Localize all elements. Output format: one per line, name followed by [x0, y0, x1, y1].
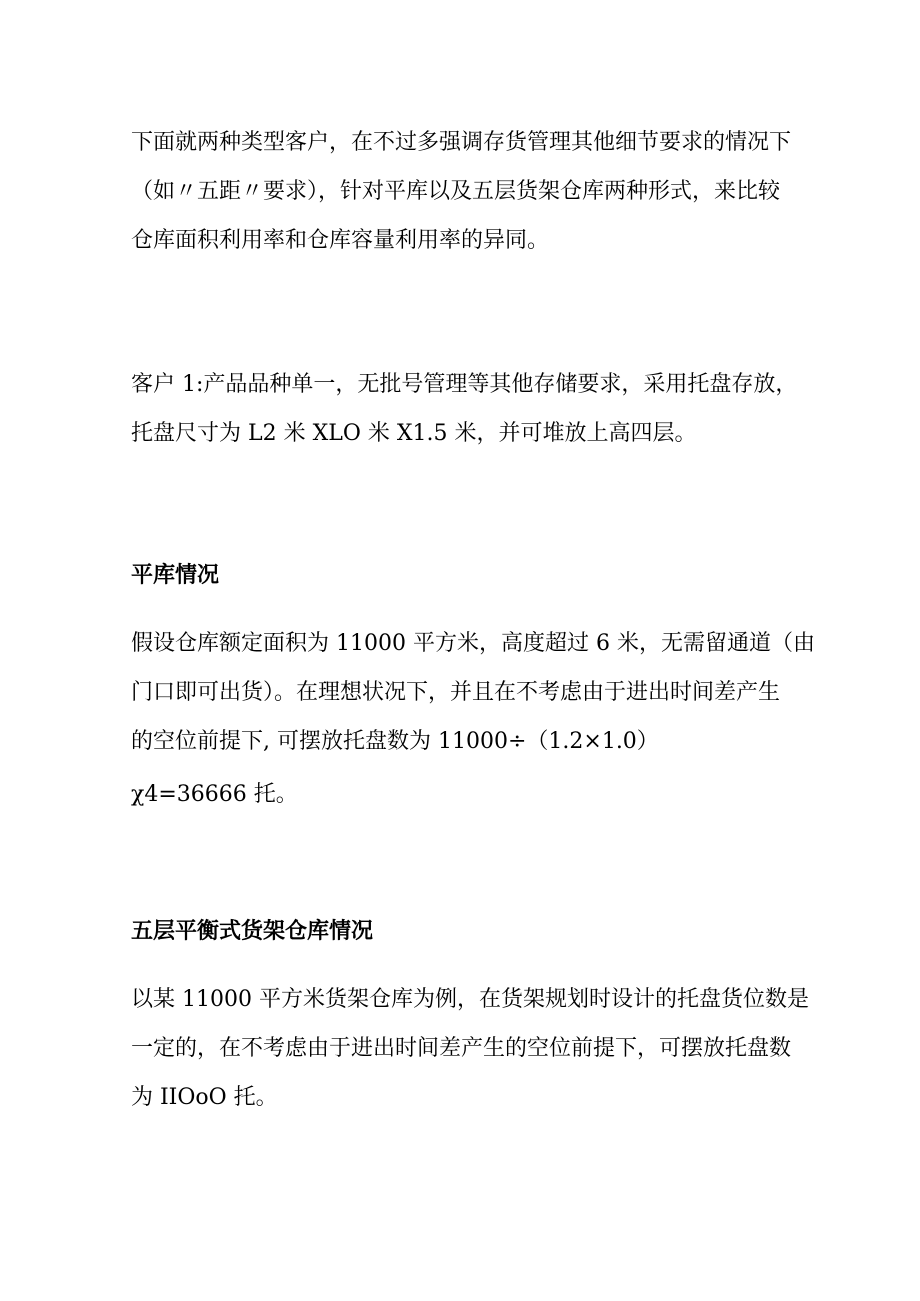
- section-flat-line-1: 假设仓库额定面积为 11000 平方米，高度超过 6 米，无需留通道（由: [131, 631, 815, 656]
- section-rack-line-1: 以某 11000 平方米货架仓库为例，在货架规划时设计的托盘货位数是: [131, 987, 809, 1012]
- section-flat-line-2: 门口即可出货）。在理想状况下，并且在不考虑由于进出时间差产生: [131, 680, 781, 705]
- paragraph-2-line-2: 托盘尺寸为 L2 米 XLO 米 X1.5 米，并可堆放上高四层。: [131, 421, 697, 446]
- paragraph-2-line-1: 客户 1:产品品种单一，无批号管理等其他存储要求，采用托盘存放，: [131, 372, 798, 397]
- section-rack-heading: 五层平衡式货架仓库情况: [131, 919, 374, 944]
- section-flat-heading: 平库情况: [131, 563, 220, 588]
- section-flat-line-3: 的空位前提下, 可摆放托盘数为 11000÷（1.2×1.0）: [131, 729, 659, 754]
- section-rack-line-3: 为 IIOoO 托。: [131, 1085, 278, 1110]
- paragraph-1-line-2: （如〃五距〃要求），针对平库以及五层货架仓库两种形式，来比较: [131, 179, 781, 204]
- paragraph-1-line-3: 仓库面积利用率和仓库容量利用率的异同。: [131, 228, 550, 253]
- section-flat-line-4: χ4=36666 托。: [131, 782, 298, 807]
- paragraph-1-line-1: 下面就两种类型客户，在不过多强调存货管理其他细节要求的情况下: [131, 130, 792, 155]
- section-rack-line-2: 一定的，在不考虑由于进出时间差产生的空位前提下，可摆放托盘数: [131, 1036, 792, 1061]
